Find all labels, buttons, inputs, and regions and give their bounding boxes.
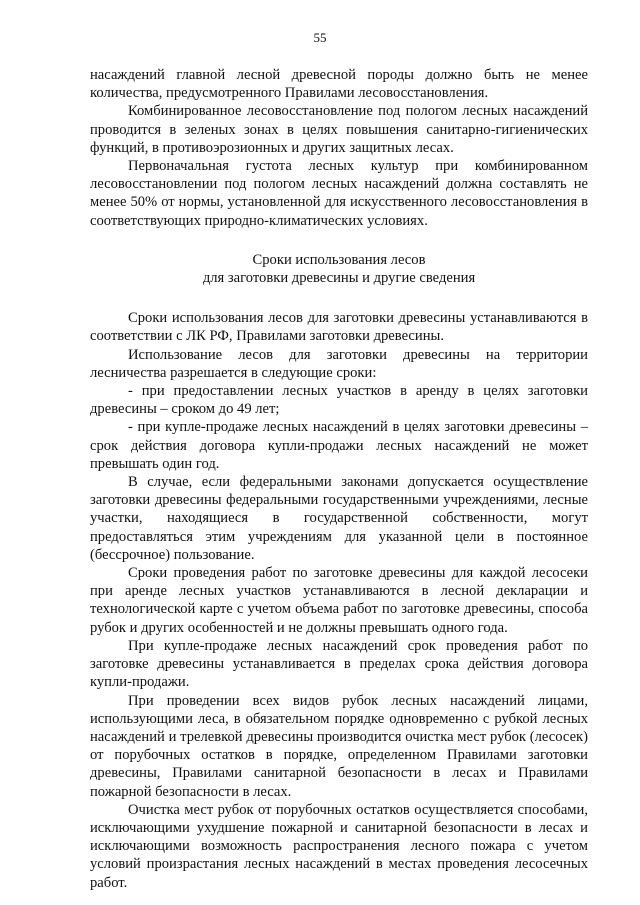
section-heading xyxy=(90,251,588,287)
paragraph: насаждений главной лесной древесной породы должно быть не менее количества, предусмотренного Правилами лесовосстановления. xyxy=(90,67,588,102)
list-item: - при купле-продаже лесных насаждений в целях заготовки древесины – срок действия договора купли-продажи лесных насаждений не может превышать один год. xyxy=(90,419,588,472)
paragraph: Комбинированное лесовосстановление под пологом лесных насаждений проводится в зеленых зонах в целях повышения санитарно-гигиенических функций, в противоэрозионных и других защитных лесах. xyxy=(90,103,588,156)
document-body xyxy=(90,66,588,892)
paragraph: Сроки использования лесов для заготовки древесины устанавливаются в соответствии с ЛК РФ, Правилами заготовки древесины. xyxy=(90,310,588,345)
section-heading-line: для заготовки древесины и другие сведения xyxy=(202,270,476,287)
paragraph: При проведении всех видов рубок лесных насаждений лицами, использующими леса, в обязательном порядке одновременно с рубкой лесных насаждений и трелевкой древесины производится очистка мест рубок (лесосек) от порубочных остатков в порядке, определенном Правилами заготовки древесины, Правилами санитарной безопасности в лесах и Правилами пожарной безопасности в лесах. xyxy=(90,692,588,800)
paragraph: При купле-продаже лесных насаждений срок проведения работ по заготовке древесины устанавливается в пределах срока действия договора купли-продажи. xyxy=(90,637,588,691)
list-item: - при предоставлении лесных участков в аренду в целях заготовки древесины – сроком до 49 лет; xyxy=(90,383,588,418)
paragraph: Использование лесов для заготовки древесины на территории лесничества разрешается в следующие сроки: xyxy=(90,346,588,381)
page-number: 55 xyxy=(313,30,327,45)
paragraph: Первоначальная густота лесных культур при комбинированном лесовосстановлении под пологом лесных насаждений должна составлять не менее 50% от нормы, установленной для искусственного лесовосстановления в соответствующих природно-климатических условиях. xyxy=(90,158,588,229)
paragraph: Сроки проведения работ по заготовке древесины для каждой лесосеки при аренде лесных участков устанавливаются в лесной декларации и технологической карте с учетом объема работ по заготовке древесины, способа рубок и других особенностей и не должны превышать одного года. xyxy=(90,565,588,636)
paragraph: В случае, если федеральными законами допускается осуществление заготовки древесины федеральными государственными учреждениями, лесные участки, находящиеся в государственной собственности, могут предоставляться этим учреждениям для указанной цели в постоянное (бессрочное) пользование. xyxy=(90,474,588,563)
paragraph: Очистка мест рубок от порубочных остатков осуществляется способами, исключающими ухудшение пожарной и санитарной безопасности в лесах и исключающими возможность распространения лесного пожара с учетом условий произрастания лесных насаждений в местах проведения лесосечных работ. xyxy=(90,801,588,891)
section-heading-line: Сроки использования лесов xyxy=(252,251,426,268)
